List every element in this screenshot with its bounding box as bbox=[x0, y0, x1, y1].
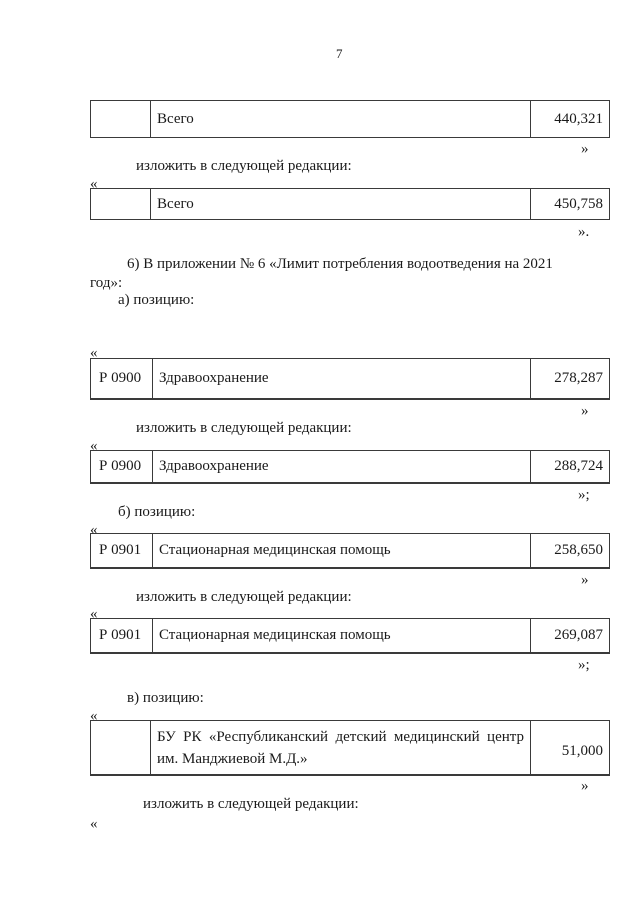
open-quote: « bbox=[90, 438, 98, 454]
close-quote: » bbox=[581, 572, 589, 588]
open-quote: « bbox=[90, 708, 98, 724]
end-quote: »; bbox=[578, 657, 590, 673]
name-cell: Стационарная медицинская помощь bbox=[153, 619, 531, 652]
intro-text: изложить в следующей редакции: bbox=[136, 420, 352, 436]
code-cell: Р 0900 bbox=[91, 359, 153, 398]
table-row-inpatient-new bbox=[90, 618, 610, 654]
value-cell: 450,758 bbox=[554, 195, 603, 212]
value-cell: 278,287 bbox=[554, 370, 603, 386]
code-cell bbox=[91, 189, 151, 219]
value-cell: 440,321 bbox=[554, 110, 603, 127]
code-cell: Р 0901 bbox=[91, 534, 153, 567]
page-number: 7 bbox=[336, 46, 343, 61]
code-cell: Р 0900 bbox=[91, 451, 153, 482]
name-cell: Здравоохранение bbox=[153, 359, 531, 398]
name-line: им. Манджиевой М.Д.» bbox=[157, 750, 308, 767]
name-cell: Всего bbox=[151, 101, 531, 137]
sub-label: б) позицию: bbox=[118, 504, 196, 520]
table-row-healthcare bbox=[90, 358, 610, 400]
intro-text: изложить в следующей редакции: bbox=[136, 589, 352, 605]
table-row-inpatient bbox=[90, 533, 610, 569]
table-row-childrens-center bbox=[90, 720, 610, 776]
open-quote: « bbox=[90, 176, 98, 192]
name-cell: Здравоохранение bbox=[153, 451, 531, 482]
close-quote: » bbox=[581, 778, 589, 794]
paragraph-line: год»: bbox=[90, 275, 123, 291]
table-row-new-total bbox=[90, 188, 610, 220]
end-quote: »; bbox=[578, 487, 590, 503]
value-cell: 269,087 bbox=[554, 627, 603, 643]
intro-text: изложить в следующей редакции: bbox=[136, 158, 352, 174]
intro-text: изложить в следующей редакции: bbox=[143, 796, 359, 812]
code-cell bbox=[91, 721, 151, 774]
end-quote: ». bbox=[578, 224, 590, 240]
table-row-healthcare-new bbox=[90, 450, 610, 484]
sub-label: в) позицию: bbox=[127, 690, 204, 706]
name-cell: Всего bbox=[151, 189, 531, 219]
open-quote: « bbox=[90, 522, 98, 538]
paragraph-line: 6) В приложении № 6 «Лимит потребления водоотведения на 2021 bbox=[127, 256, 553, 272]
value-cell: 288,724 bbox=[554, 458, 603, 474]
name-cell bbox=[151, 721, 531, 774]
close-quote: » bbox=[581, 403, 589, 419]
name-cell: Стационарная медицинская помощь bbox=[153, 534, 531, 567]
table-row-old-total bbox=[90, 100, 610, 138]
open-quote: « bbox=[90, 345, 98, 361]
value-cell: 258,650 bbox=[554, 542, 603, 558]
close-quote: » bbox=[581, 141, 589, 157]
open-quote: « bbox=[90, 816, 98, 832]
code-cell bbox=[91, 101, 151, 137]
code-cell: Р 0901 bbox=[91, 619, 153, 652]
sub-label: а) позицию: bbox=[118, 292, 195, 308]
value-cell: 51,000 bbox=[561, 743, 603, 759]
name-line: БУ РК «Республиканский детский медицинский центр bbox=[157, 728, 524, 745]
open-quote: « bbox=[90, 606, 98, 622]
